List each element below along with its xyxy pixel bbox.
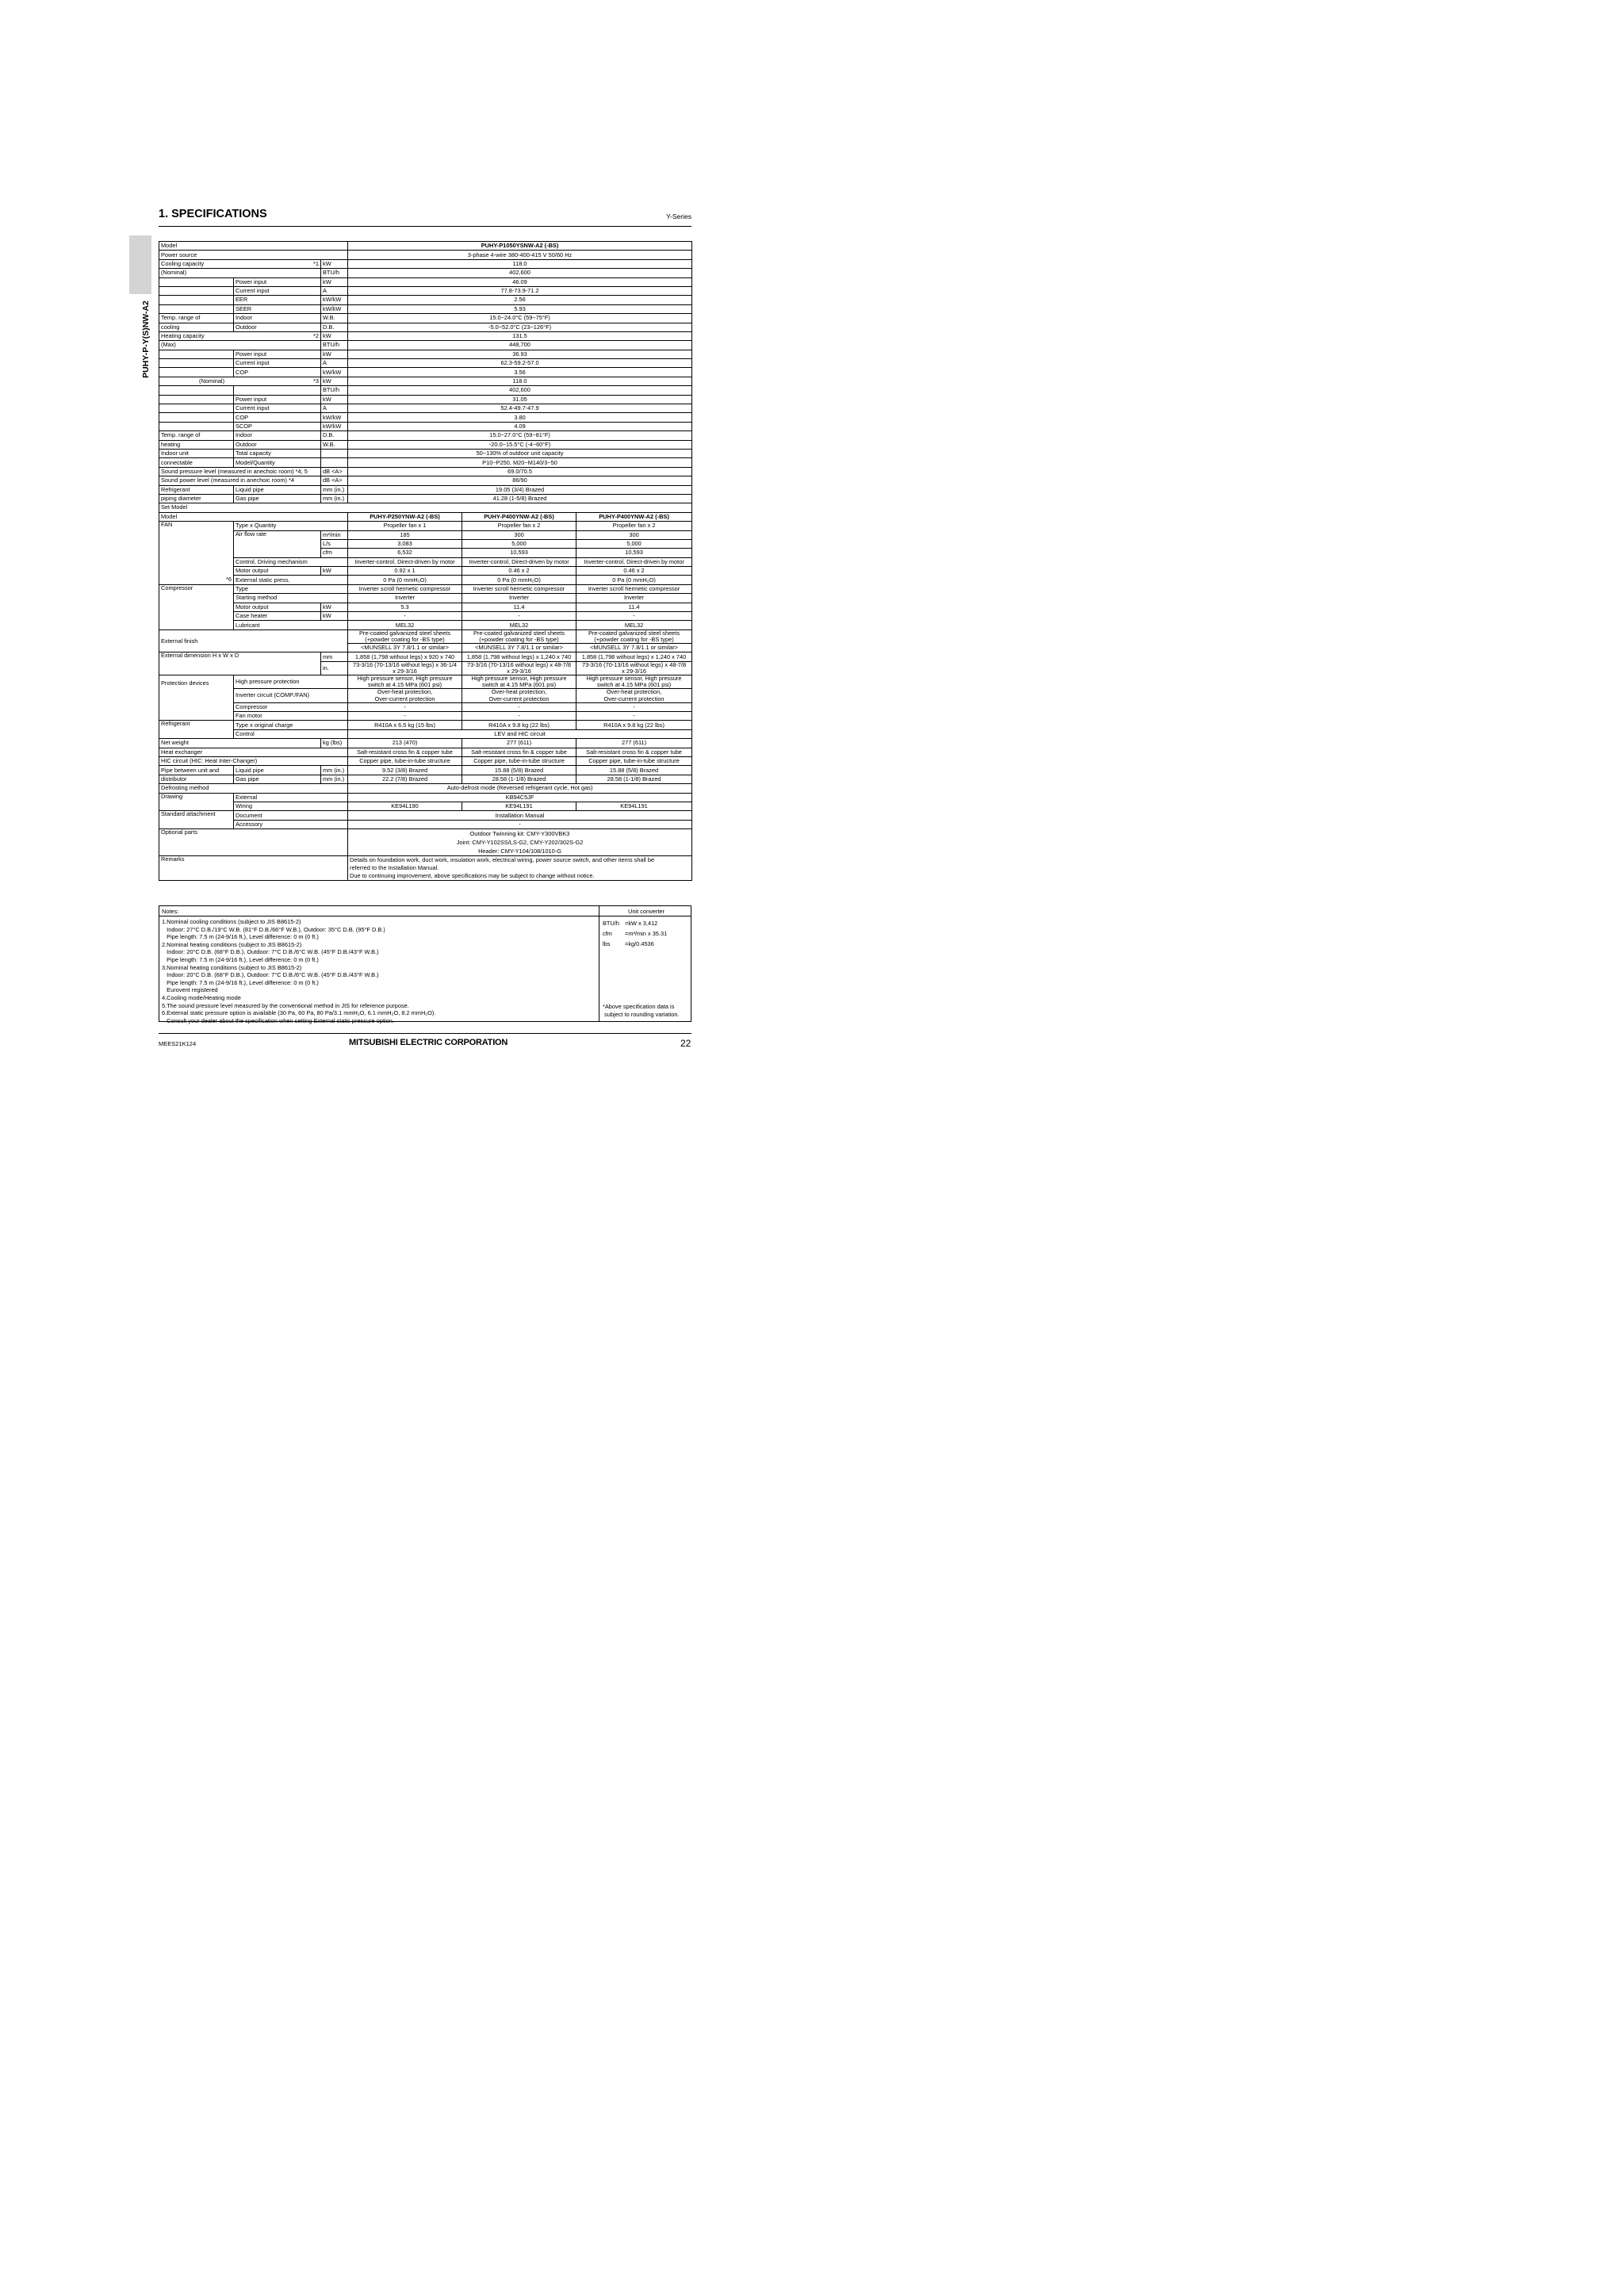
converter-row: cfm =m³/min x 35.31: [603, 930, 668, 937]
converter-row: lbs =kg/0.4536: [603, 940, 654, 947]
document-code: MEES21K124: [159, 1040, 197, 1047]
heat-exchanger-row: Heat exchanger Salt-resistant cross fin & copper tube Salt-resistant cross fin & copper tube Salt-resistant cross fin & copper tube: [159, 748, 692, 756]
fan-airflow-m3-row: Air flow rate m³/min 185 300 300: [159, 530, 692, 539]
spec-row: Temp. range of Indoor D.B. 15.0~27.0°C (59~81°F): [159, 431, 692, 440]
compressor-type-row: Compressor Type Inverter scroll hermetic compressor Inverter scroll hermetic compressor Inverter scroll hermetic compressor: [159, 584, 692, 593]
compressor-motor-row: Motor output kW 5.3 11.4 11.4: [159, 603, 692, 611]
spec-row: Heating capacity *2 kW 131.5: [159, 331, 692, 340]
side-tab-label: PUHY-P-Y(S)NW-A2: [141, 300, 151, 378]
spec-row: SEER kW/kW 5.93: [159, 304, 692, 313]
std-document-row: Standard attachment Document Installation Manual: [159, 811, 692, 820]
note-line: 4.Cooling mode/Heating mode: [162, 993, 241, 1001]
drawing-wiring-row: Wiring KE94L190 KE94L191 KE94L191: [159, 802, 692, 811]
spec-row: heating Outdoor W.B. -20.0~15.5°C (-4~60°F): [159, 440, 692, 449]
note-line: Indoor: 20°C D.B. (68°F D.B.), Outdoor: 7°C D.B./6°C W.B. (45°F D.B./43°F W.B.): [162, 948, 379, 956]
pipe-gas-row: distributor Gas pipe mm (in.) 22.2 (7/8) Brazed 28.58 (1-1/8) Brazed 28.58 (1-1/8) Brazed: [159, 775, 692, 783]
spec-row: Current input A 77.8-73.9-71.2: [159, 286, 692, 295]
fan-motor-row: Motor output kW 0.92 x 1 0.46 x 2 0.46 x 2: [159, 567, 692, 576]
spec-row: Cooling capacity *1 kW 118.0: [159, 259, 692, 268]
spec-row: Sound power level (measured in anechoic room) *4 dB <A> 86/90: [159, 476, 692, 485]
remarks-row: Remarks Details on foundation work, duct work, insulation work, electrical wiring, power source switch, and other items shall be referred to the Installation Manual. Due to continuing improvement, above specifications may be subject to change without notice.: [159, 856, 692, 881]
spec-row: Indoor unit Total capacity 50~130% of outdoor unit capacity: [159, 449, 692, 457]
fan-airflow-ls-row: L/s 3,083 5,000 5,000: [159, 539, 692, 548]
pipe-liquid-row: Pipe between unit and Liquid pipe mm (in.) 9.52 (3/8) Brazed 15.88 (5/8) Brazed 15.88 (5/8) Brazed: [159, 766, 692, 775]
spec-row: Model PUHY-P1050YSNW-A2 (-BS): [159, 242, 692, 251]
protection-comp-row: Compressor - - -: [159, 702, 692, 711]
optional-parts-row: Optional parts Outdoor Twinning kit: CMY-Y300VBK3 Joint: CMY-Y102SS/LS-G2, CMY-Y202/302S-G2 Header: CMY-Y104/108/1010-G: [159, 829, 692, 856]
note-line: Indoor: 27°C D.B./19°C W.B. (81°F D.B./66°F W.B.), Outdoor: 35°C D.B. (95°F D.B.): [162, 925, 385, 933]
unit-converter: [603, 918, 667, 949]
spec-row: connectable Model/Quantity P10~P250, M20~M140/3~50: [159, 458, 692, 467]
refrigerant-control-row: Control LEV and HIC circuit: [159, 729, 692, 738]
note-line: Consult your dealer about the specification when setting External static pressure option.: [162, 1016, 394, 1024]
dimension-mm-row: External dimension H x W x D mm 1,858 (1,798 without legs) x 920 x 740 1,858 (1,798 without legs) x 1,240 x 740 1,858 (1,798 without legs) x 1,240 x 740: [159, 652, 692, 661]
protection-fan-row: Fan motor - - -: [159, 712, 692, 721]
page-title: 1. SPECIFICATIONS: [159, 208, 267, 220]
note-line: 6.External static pressure option is available (30 Pa, 60 Pa, 80 Pa/3.1 mmH₂O, 6.1 mmH₂O, 8.2 mmH₂O).: [162, 1009, 436, 1017]
series-label: Y-Series: [666, 212, 691, 220]
spec-row: Power input kW 31.05: [159, 395, 692, 404]
corporation-name: MITSUBISHI ELECTRIC CORPORATION: [349, 1038, 508, 1047]
notes-list: [162, 918, 435, 1024]
spec-row: COP kW/kW 3.80: [159, 413, 692, 422]
drawing-external-row: Drawing External KB94C5JF: [159, 793, 692, 802]
defrost-row: Defrosting method Auto-defrost mode (Reversed refrigerant cycle, Hot gas): [159, 784, 692, 793]
converter-row: BTU/h =kW x 3,412: [603, 920, 658, 927]
spec-row: Current input A 62.3-59.2-57.0: [159, 359, 692, 368]
dimension-in-row: in. 73-3/16 (70-13/16 without legs) x 36-1/4 x 29-3/16 73-3/16 (70-13/16 without legs) x 48-7/8 x 29-3/16 73-3/16 (70-13/16 without legs) x 48-7/8 x 29-3/16: [159, 661, 692, 675]
spec-row: Power source 3-phase 4-wire 380-400-415 V 50/60 Hz: [159, 251, 692, 259]
compressor-start-row: Starting method Inverter Inverter Inverter: [159, 594, 692, 603]
note-line: Indoor: 20°C D.B. (68°F D.B.), Outdoor: 7°C D.B./6°C W.B. (45°F D.B./43°F W.B.): [162, 971, 379, 979]
net-weight-row: Net weight kg (lbs) 213 (470) 277 (611) 277 (611): [159, 739, 692, 748]
finish-row-b: <MUNSELL 3Y 7.8/1.1 or similar> <MUNSELL 3Y 7.8/1.1 or similar> <MUNSELL 3Y 7.8/1.1 or similar>: [159, 644, 692, 652]
spec-row: cooling Outdoor D.B. -5.0~52.0°C (23~126°F): [159, 323, 692, 331]
note-line: Eurovent registered: [162, 986, 218, 994]
header-rule: [159, 226, 691, 227]
std-accessory-row: Accessory -: [159, 820, 692, 828]
spec-row: piping diameter Gas pipe mm (in.) 41.28 (1-5/8) Brazed: [159, 494, 692, 503]
spec-row: Refrigerant Liquid pipe mm (in.) 19.05 (3/4) Brazed: [159, 485, 692, 494]
spec-row: Sound pressure level (measured in anechoic room) *4, 5 dB <A> 69.0/70.5: [159, 467, 692, 476]
note-line: 5.The sound pressure level measured by the conventional method in JIS for reference purpose.: [162, 1001, 409, 1009]
spec-row: (Nominal) BTU/h 402,600: [159, 269, 692, 277]
spec-row: COP kW/kW 3.56: [159, 368, 692, 377]
rounding-note: *Above specification data is subject to rounding variation.: [603, 1003, 680, 1018]
spec-table: [159, 241, 692, 881]
note-line: Pipe length: 7.5 m (24-9/16 ft.), Level difference: 0 m (0 ft.): [162, 933, 319, 941]
spec-row: Power input kW 46.09: [159, 277, 692, 286]
set-model-row: Set Model: [159, 503, 692, 512]
spec-row: BTU/h 402,600: [159, 386, 692, 395]
spec-row: (Nominal) *3 kW 118.0: [159, 377, 692, 385]
fan-esp-row: *6 External static press. 0 Pa (0 mmH₂O) 0 Pa (0 mmH₂O) 0 Pa (0 mmH₂O): [159, 576, 692, 584]
unit-converter-title: Unit converter: [627, 908, 665, 915]
compressor-lubricant-row: Lubricant MEL32 MEL32 MEL32: [159, 621, 692, 629]
note-line: Pipe length: 7.5 m (24-9/16 ft.), Level difference: 0 m (0 ft.): [162, 955, 319, 963]
protection-inv-row: Inverter circuit (COMP./FAN) Over-heat protection, Over-current protection Over-heat protection, Over-current protection Over-heat protection, Over-current protection: [159, 689, 692, 702]
finish-row-a: External finish Pre-coated galvanized steel sheets (+powder coating for -BS type) Pre-coated galvanized steel sheets (+powder coating for -BS type) Pre-coated galvanized steel sheets (+powder coating for -BS type): [159, 629, 692, 643]
hic-row: HIC circuit (HIC: Heat Inter-Changer) Copper pipe, tube-in-tube structure Copper pipe, tube-in-tube structure Copper pipe, tube-in-tube structure: [159, 757, 692, 766]
spec-row: EER kW/kW 2.56: [159, 296, 692, 304]
notes-header: Notes:: [162, 908, 179, 915]
note-line: 2.Nominal heating conditions (subject to JIS B8615-2): [162, 940, 302, 948]
spec-row: SCOP kW/kW 4.09: [159, 422, 692, 430]
spec-row: Temp. range of Indoor W.B. 15.0~24.0°C (59~75°F): [159, 314, 692, 323]
fan-type-row: FAN Type x Quantity Propeller fan x 1 Propeller fan x 2 Propeller fan x 2: [159, 522, 692, 530]
refrigerant-type-row: Refrigerant Type x original charge R410A x 6.5 kg (15 lbs) R410A x 9.8 kg (22 lbs) R410A x 9.8 kg (22 lbs): [159, 721, 692, 729]
spec-row: (Max) BTU/h 448,700: [159, 341, 692, 350]
protection-hp-row: Protection devices High pressure protection High pressure sensor, High pressure switch at 4.15 MPa (601 psi) High pressure sensor, High pressure switch at 4.15 MPa (601 psi) High pressure sensor, High pressure switch at 4.15 MPa (601 psi): [159, 675, 692, 689]
note-line: 1.Nominal cooling conditions (subject to JIS B8615-2): [162, 918, 301, 925]
side-tab: [129, 235, 151, 294]
note-line: 3.Nominal heating conditions (subject to JIS B8615-2): [162, 963, 302, 971]
notes-box: [159, 905, 691, 1022]
spec-row: Power input kW 36.93: [159, 350, 692, 358]
fan-control-row: Control, Driving mechanism Inverter-control, Direct-driven by motor Inverter-control, Direct-driven by motor Inverter-control, Direct-driven by motor: [159, 557, 692, 566]
note-line: Pipe length: 7.5 m (24-9/16 ft.), Level difference: 0 m (0 ft.): [162, 978, 319, 986]
page-number: 22: [680, 1038, 691, 1049]
spec-row: Current input A 52.4-49.7-47.9: [159, 404, 692, 413]
footer-rule: [159, 1033, 691, 1034]
compressor-heater-row: Case heater kW - - -: [159, 612, 692, 621]
fan-airflow-cfm-row: cfm 6,532 10,593 10,593: [159, 549, 692, 557]
set-model-header-row: Model PUHY-P250YNW-A2 (-BS) PUHY-P400YNW-A2 (-BS) PUHY-P400YNW-A2 (-BS): [159, 512, 692, 521]
